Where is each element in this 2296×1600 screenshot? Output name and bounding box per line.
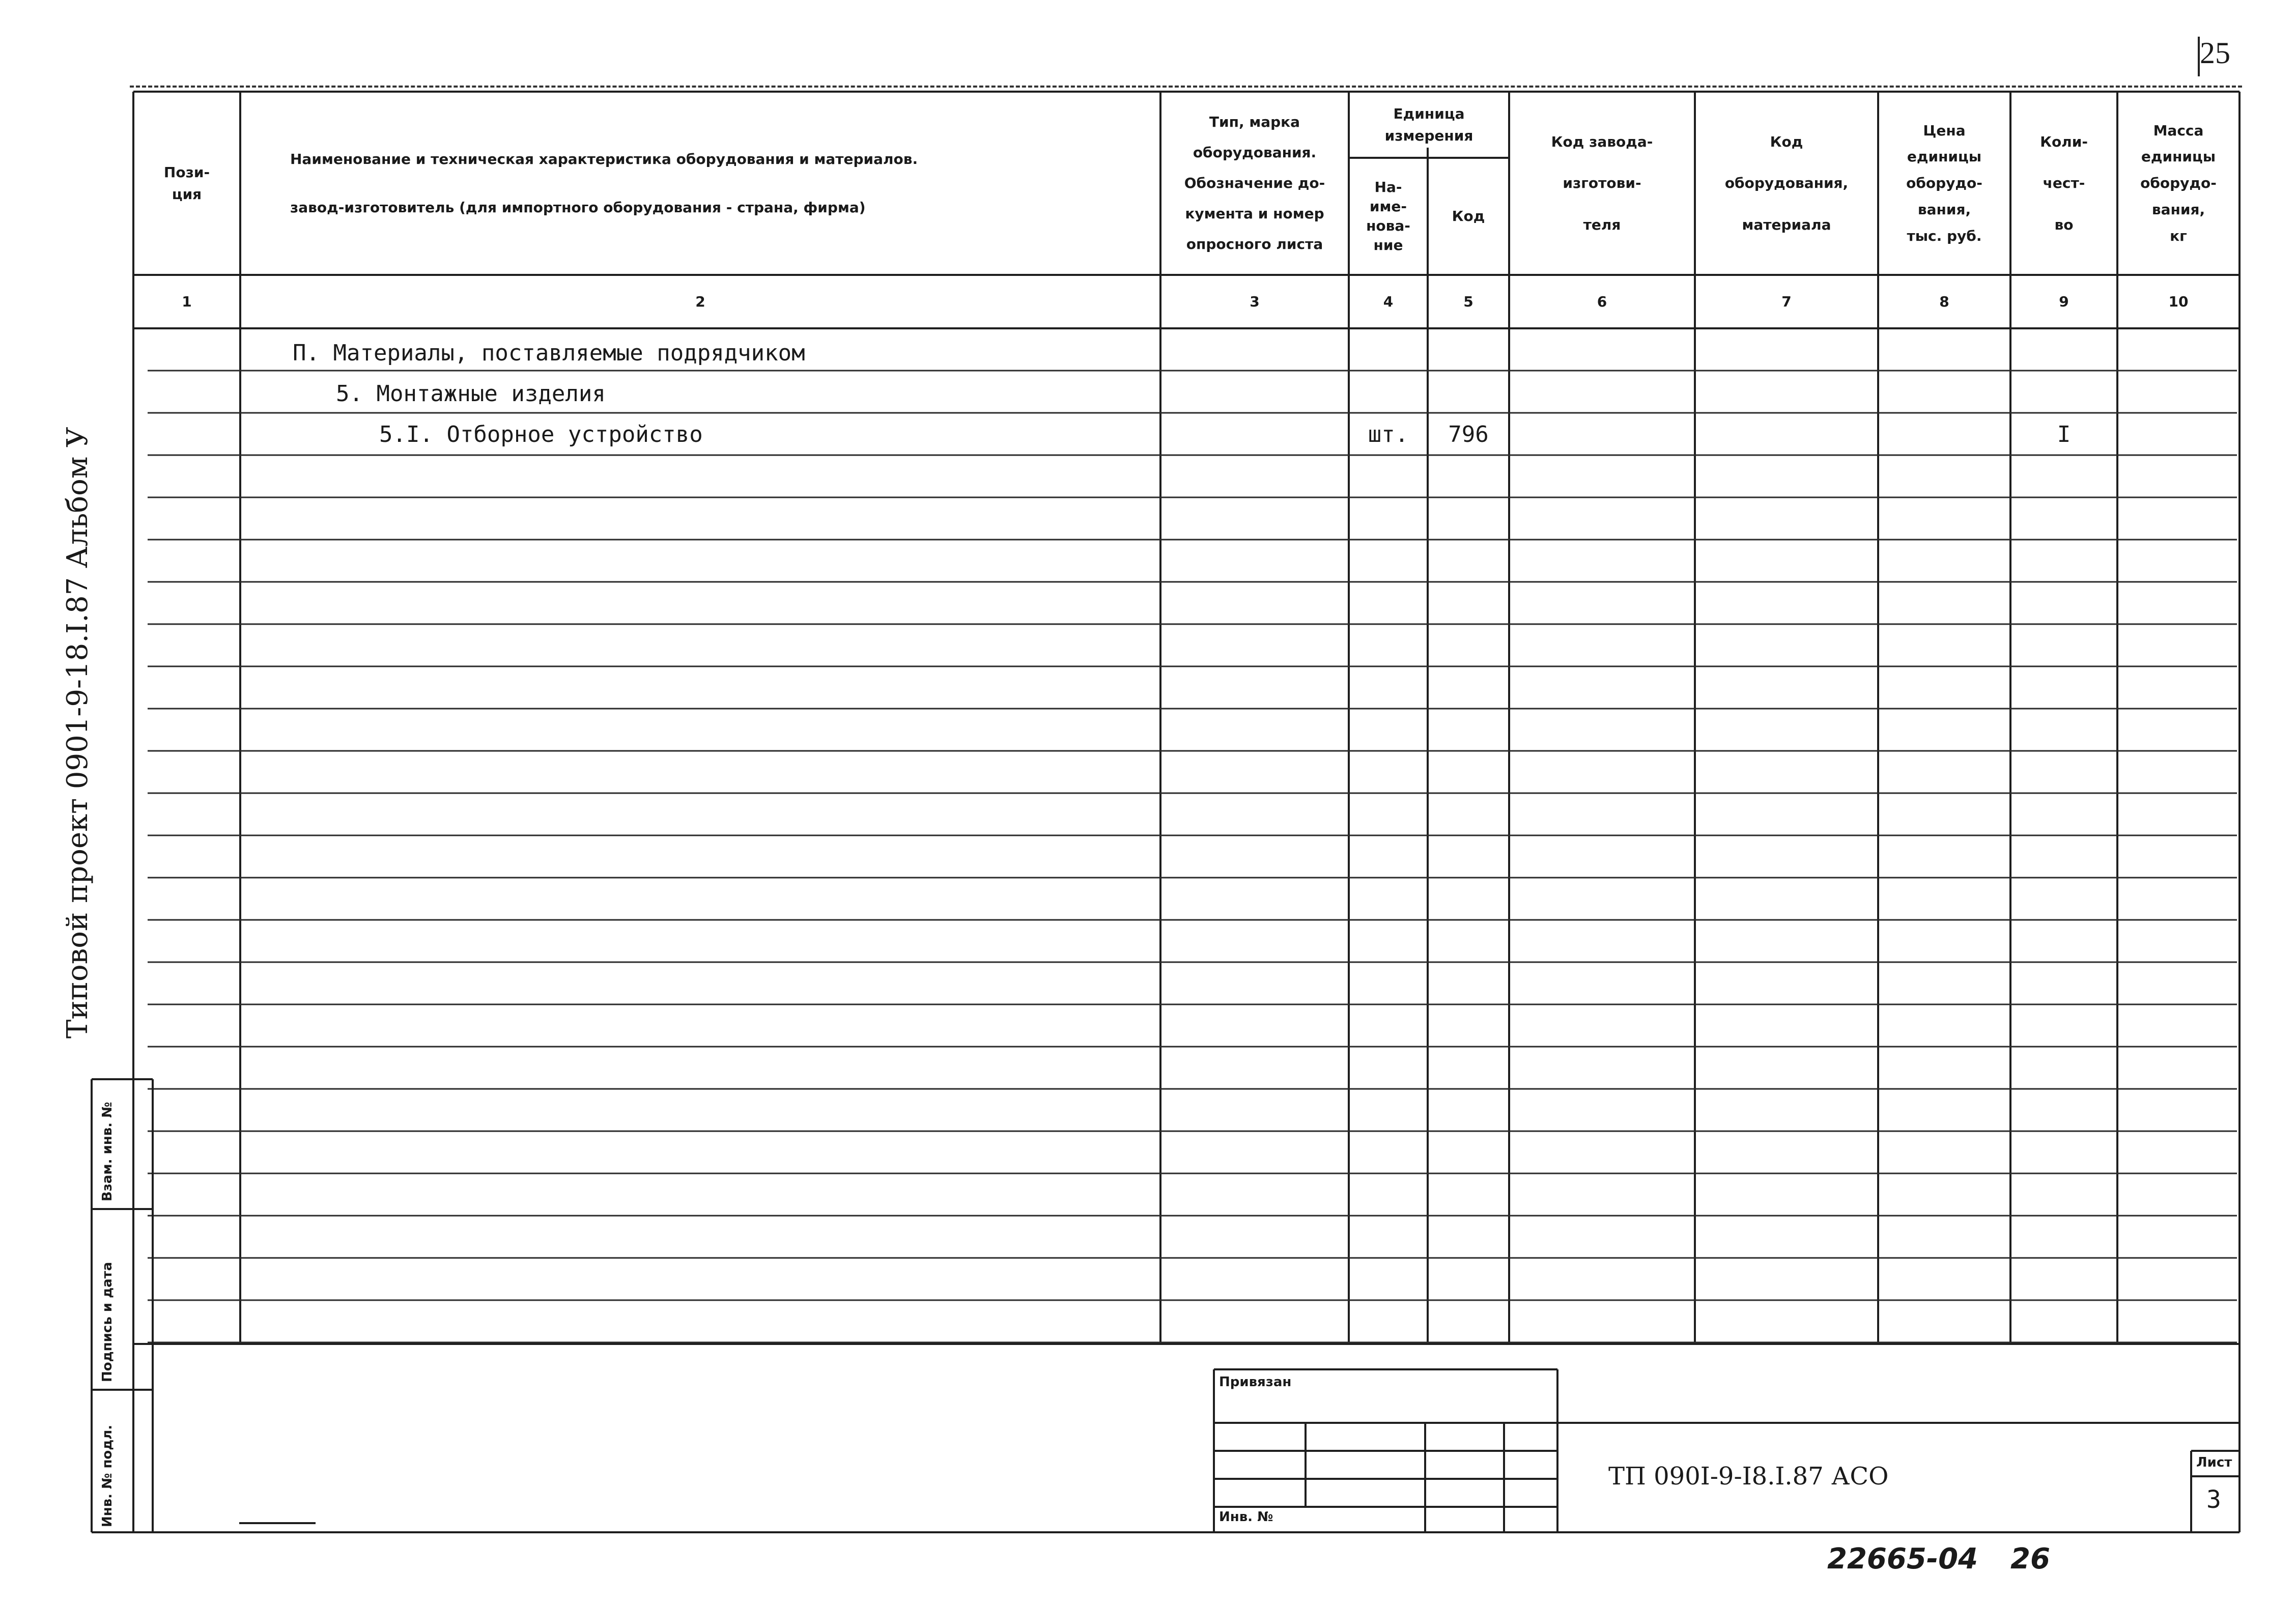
header-unit-code: Код	[1452, 208, 1485, 225]
stamp-sheet-label: Лист	[2196, 1455, 2232, 1470]
header-mass: Масса единицы оборудо- вания, кг	[2140, 122, 2217, 244]
col-number-8: 8	[1939, 293, 1949, 310]
album-side-title: Типовой проект 0901-9-18.I.87 Альбом У	[61, 427, 94, 1038]
stamp-signature-date-label: Подпись и дата	[100, 1261, 115, 1382]
stamp-bound-label: Привязан	[1219, 1374, 1292, 1390]
table-row-section-name: П. Материалы, поставляемые подрядчиком	[293, 340, 805, 366]
stamp-document-code: ТП 090I-9-I8.I.87 АСО	[1608, 1462, 1889, 1491]
stamp-replace-inv-label: Взам. инв. №	[100, 1102, 115, 1201]
footer-page-number: 26	[2010, 1542, 2050, 1576]
footer-archive-code: 22665-04	[1827, 1542, 1978, 1576]
col-number-4: 4	[1383, 293, 1394, 310]
header-price: Цена единицы оборудо- вания, тыс. руб.	[1906, 122, 1982, 244]
header-name: Наименование и техническая характеристика оборудования и материалов. завод-изготовитель (для импортного оборудования - страна, фирма)	[290, 150, 918, 216]
stamp-inv-label: Инв. №	[1219, 1509, 1273, 1525]
col-number-3: 3	[1250, 293, 1260, 310]
header-maker-code: Код завода- изготови- теля	[1551, 133, 1653, 233]
stamp-inv-original-label: Инв. № подл.	[100, 1424, 115, 1527]
table-row-item-qty: I	[2057, 422, 2071, 447]
col-number-9: 9	[2059, 293, 2069, 310]
header-type: Тип, марка оборудования. Обозначение до- кумента и номер опросного листа	[1184, 113, 1325, 253]
header-unit-group: Единица измерения	[1384, 105, 1473, 144]
col-number-1: 1	[182, 293, 192, 310]
col-number-7: 7	[1781, 293, 1792, 310]
table-row-group-name: 5. Монтажные изделия	[336, 381, 606, 407]
header-quantity: Коли- чест- во	[2040, 133, 2088, 233]
col-number-5: 5	[1463, 293, 1473, 310]
table-row-item-code: 796	[1448, 422, 1489, 447]
header-unit-name: На- име- нова- ние	[1366, 179, 1410, 254]
header-equipment-code: Код оборудования, материала	[1724, 133, 1849, 233]
table-row-item-name: 5.I. Отборное устройство	[379, 422, 703, 447]
table-row-item-unit: шт.	[1368, 422, 1409, 447]
stamp-sheet-value: 3	[2206, 1485, 2221, 1514]
header-position: Пози- ция	[163, 163, 210, 203]
col-number-10: 10	[2168, 293, 2189, 310]
sheet-mark: 25	[2200, 36, 2230, 70]
col-number-6: 6	[1597, 293, 1607, 310]
col-number-2: 2	[695, 293, 705, 310]
